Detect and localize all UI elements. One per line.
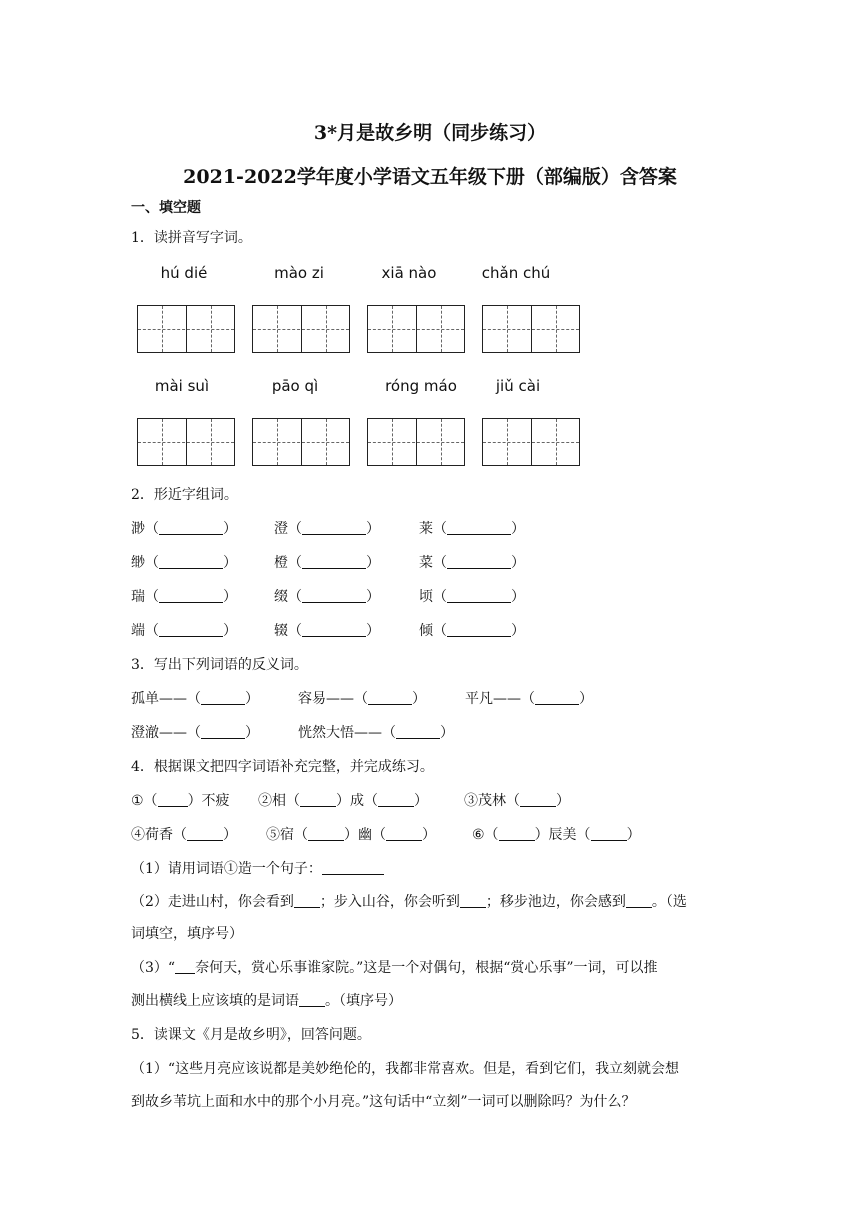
writing-grid[interactable] <box>137 418 235 466</box>
writing-grid[interactable] <box>252 305 350 353</box>
answer-blank[interactable] <box>520 792 556 807</box>
answer-blank[interactable] <box>201 724 245 739</box>
word-item: 端（ ） <box>131 623 237 639</box>
antonym-item: 澄澈——（ ） <box>131 725 259 741</box>
word-item: 澄（ ） <box>274 521 380 537</box>
answer-blank[interactable] <box>591 826 627 841</box>
question-2-prompt: 2．形近字组词。 <box>131 487 238 503</box>
answer-blank[interactable] <box>447 622 511 637</box>
subquestion-3: （3）“ 奈何天，赏心乐事谁家院。”这是一个对偶句，根据“赏心乐事”一词，可以推 <box>131 960 658 976</box>
answer-blank[interactable] <box>308 826 344 841</box>
answer-blank[interactable] <box>159 588 223 603</box>
answer-blank[interactable] <box>386 826 422 841</box>
answer-blank[interactable] <box>322 860 384 875</box>
antonym-item: 容易——（ ） <box>298 691 426 707</box>
idiom-item: ⑥（ ）辰美（ ） <box>472 827 641 843</box>
writing-grid[interactable] <box>252 418 350 466</box>
writing-grid[interactable] <box>137 305 235 353</box>
question-4-prompt: 4．根据课文把四字词语补充完整，并完成练习。 <box>131 759 434 775</box>
answer-blank[interactable] <box>302 588 366 603</box>
pinyin-label: mài suì <box>154 377 210 395</box>
word-item: 瑞（ ） <box>131 589 237 605</box>
answer-blank[interactable] <box>201 690 245 705</box>
word-item: 渺（ ） <box>131 521 237 537</box>
answer-blank[interactable] <box>294 893 320 908</box>
word-item: 菜（ ） <box>419 555 525 571</box>
question-5-sub1-cont: 到故乡苇坑上面和水中的那个小月亮。”这句话中“立刻”一词可以删除吗？为什么？ <box>131 1094 636 1110</box>
question-3-prompt: 3．写出下列词语的反义词。 <box>131 657 308 673</box>
pinyin-label: chǎn chú <box>481 264 551 282</box>
subquestion-3-cont: 测出横线上应该填的是词语 。（填序号） <box>131 993 402 1009</box>
question-5-prompt: 5．读课文《月是故乡明》，回答问题。 <box>131 1027 371 1043</box>
answer-blank[interactable] <box>460 893 486 908</box>
answer-blank[interactable] <box>299 992 325 1007</box>
word-item: 缈（ ） <box>131 555 237 571</box>
word-item: 缀（ ） <box>274 589 380 605</box>
idiom-item: ①（ ）不疲 <box>131 793 230 809</box>
idiom-item: ②相（ ）成（ ） <box>258 793 428 809</box>
subquestion-2: （2）走进山村，你会看到 ；步入山谷，你会听到 ；移步池边，你会感到 。（选 <box>131 894 687 910</box>
question-5-sub1: （1）“这些月亮应该说都是美妙绝伦的，我都非常喜欢。但是，看到它们，我立刻就会想 <box>131 1061 680 1077</box>
answer-blank[interactable] <box>159 622 223 637</box>
word-item: 莱（ ） <box>419 521 525 537</box>
pinyin-label: xiā nào <box>381 264 437 282</box>
answer-blank[interactable] <box>447 520 511 535</box>
answer-blank[interactable] <box>447 588 511 603</box>
writing-grid[interactable] <box>482 305 580 353</box>
word-item: 橙（ ） <box>274 555 380 571</box>
idiom-item: ⑤宿（ ）幽（ ） <box>266 827 436 843</box>
idiom-item: ④荷香（ ） <box>131 827 237 843</box>
antonym-item: 孤单——（ ） <box>131 691 259 707</box>
answer-blank[interactable] <box>626 893 652 908</box>
writing-grid[interactable] <box>367 305 465 353</box>
page-title: 3*月是故乡明（同步练习） <box>313 122 547 144</box>
pinyin-label: mào zi <box>274 264 324 282</box>
word-item: 顷（ ） <box>419 589 525 605</box>
answer-blank[interactable] <box>175 959 195 974</box>
subquestion-1: （1）请用词语①造一个句子： <box>131 858 384 878</box>
answer-blank[interactable] <box>158 792 188 807</box>
question-1-prompt: 1．读拼音写字词。 <box>131 230 252 246</box>
answer-blank[interactable] <box>368 690 412 705</box>
word-item: 辍（ ） <box>274 623 380 639</box>
page-subtitle: 2021-2022学年度小学语文五年级下册（部编版）含答案 <box>183 166 677 188</box>
word-item: 倾（ ） <box>419 623 525 639</box>
answer-blank[interactable] <box>302 520 366 535</box>
answer-blank[interactable] <box>300 792 336 807</box>
answer-blank[interactable] <box>447 554 511 569</box>
answer-blank[interactable] <box>159 520 223 535</box>
pinyin-label: jiǔ cài <box>495 377 541 395</box>
answer-blank[interactable] <box>378 792 414 807</box>
answer-blank[interactable] <box>499 826 535 841</box>
answer-blank[interactable] <box>302 622 366 637</box>
subquestion-2-cont: 词填空，填序号） <box>131 926 243 942</box>
section-heading: 一、填空题 <box>131 200 201 216</box>
pinyin-label: pāo qì <box>271 377 319 395</box>
answer-blank[interactable] <box>535 690 579 705</box>
answer-blank[interactable] <box>396 724 440 739</box>
pinyin-label: róng máo <box>385 377 457 395</box>
answer-blank[interactable] <box>187 826 223 841</box>
idiom-item: ③茂林（ ） <box>464 793 570 809</box>
answer-blank[interactable] <box>302 554 366 569</box>
writing-grid[interactable] <box>482 418 580 466</box>
antonym-item: 平凡——（ ） <box>465 691 593 707</box>
pinyin-label: hú dié <box>160 264 208 282</box>
writing-grid[interactable] <box>367 418 465 466</box>
answer-blank[interactable] <box>159 554 223 569</box>
antonym-item: 恍然大悟——（ ） <box>298 725 454 741</box>
